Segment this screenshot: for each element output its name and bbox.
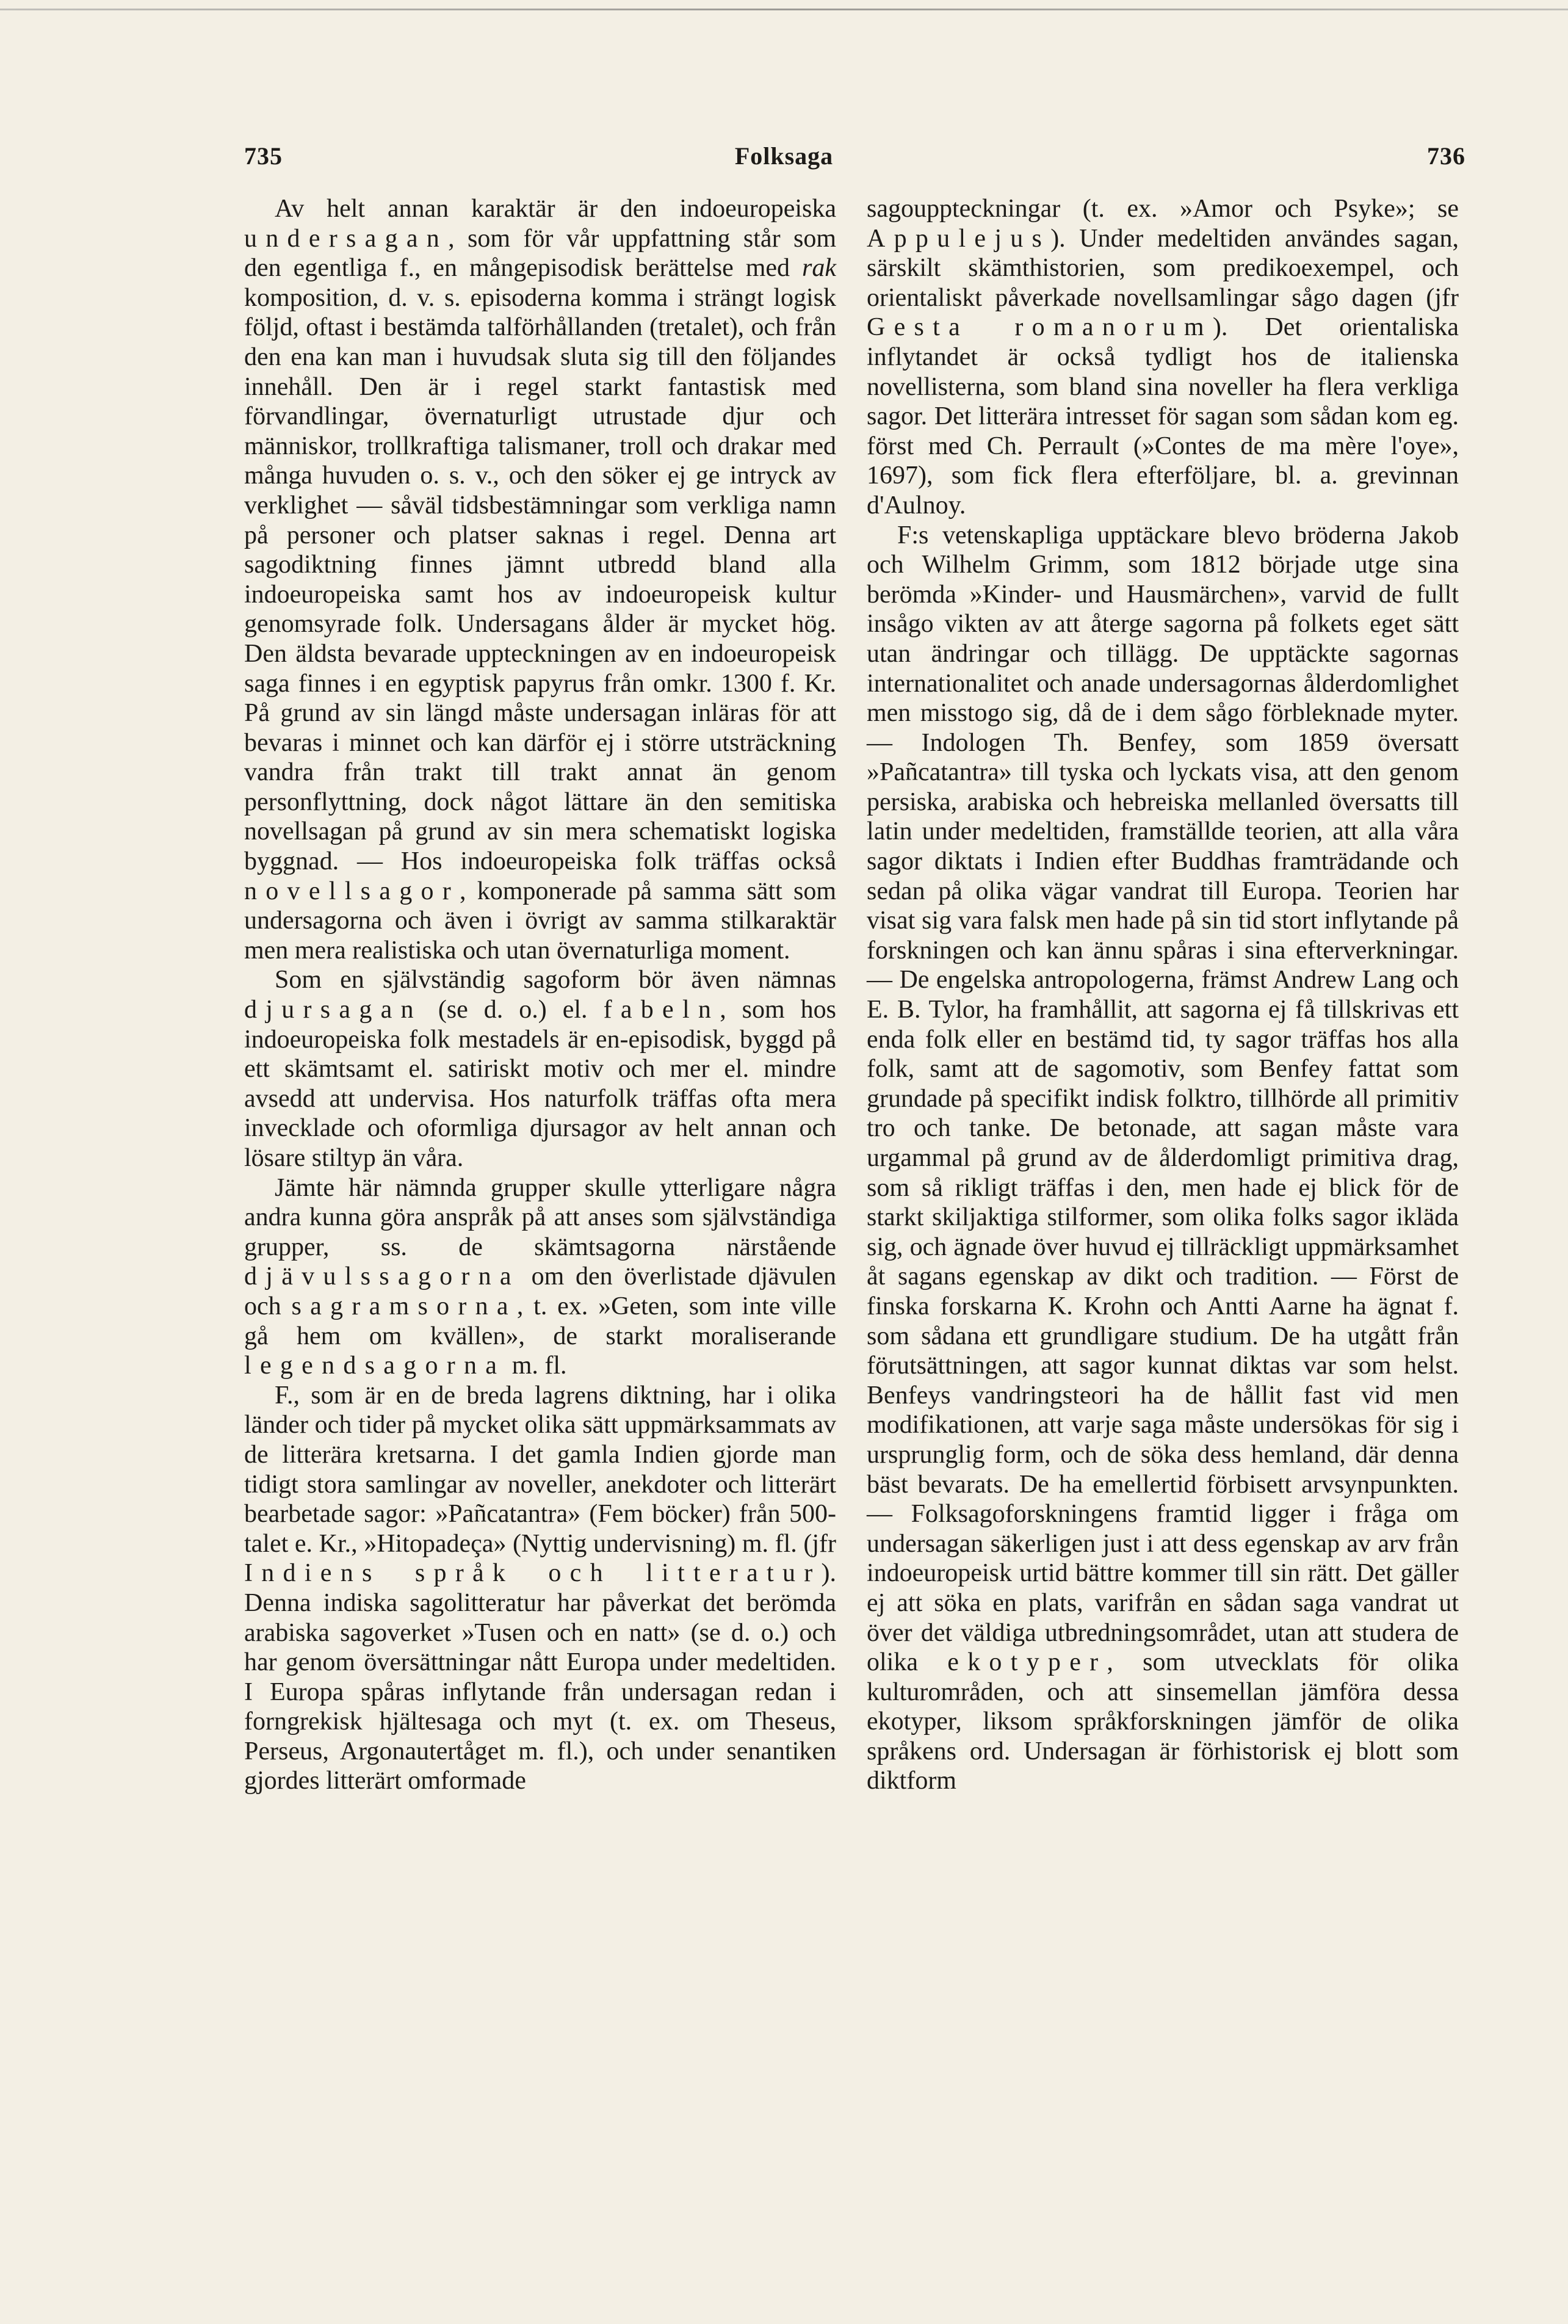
top-rule: [0, 9, 1568, 10]
text-run: (se d. o.) el.: [438, 996, 588, 1024]
text-run: F., som är en de breda lagrens diktning, har i olika länder och tider på mycket olika sätt uppmärksammats av de litterära kretsarna. I det gamla Indien gjorde man tidigt stora samlingar av noveller, anekdoter och litterärt bearbetade sagor: »Pañcatantra» (Fem böcker) från 500-talet e. Kr., »Hitopadeça» (Nyttig undervisning) m. fl. (jfr: [244, 1381, 836, 1558]
text-run: , t. ex. »Geten, som inte ville gå hem om kvällen», de starkt moraliserande: [244, 1292, 836, 1350]
text-run: ). Denna indiska sagolitteratur har påverkat det berömda arabiska sagoverket »Tusen och en natt» (se d. o.) och har genom översättningar nått Europa under medeltiden. I Europa spåras inflytande från undersagan redan i forngrekisk hjältesaga och myt (t. ex. om Theseus, Perseus, Argonautertåget m. fl.), och under senantiken gjordes litterärt omformade: [244, 1559, 836, 1795]
spaced-term: Appulejus: [867, 224, 1051, 253]
paragraph-forskning: [867, 521, 1459, 1797]
spaced-term: ekotyper: [947, 1648, 1107, 1677]
text-run: , som hos indoeuropeiska folk mestadels är en-episodisk, byggd på ett skämtsamt el. satiriskt motiv och mer el. mindre avsedd att undervisa. Hos naturfolk träffas ofta mera invecklade och oformliga djursagor av helt annan och lösare stiltyp än våra.: [244, 996, 837, 1172]
spaced-term: fabeln: [603, 996, 720, 1024]
spaced-term: legendsagorna: [244, 1352, 506, 1380]
spaced-term: djävulssagorna: [244, 1262, 520, 1291]
text-run: sagouppteckningar (t. ex. »Amor och Psyke»; se: [867, 195, 1459, 223]
spaced-term: Indiens språk och litteratur: [244, 1559, 822, 1588]
spaced-term: sagramsorna: [291, 1292, 517, 1320]
paragraph-djursagan: [244, 965, 836, 1173]
spaced-term: undersagan: [244, 224, 449, 253]
text-run: , som för vår uppfattning står som den egentliga f., en mångepisodisk berättelse med: [244, 224, 836, 283]
right-column: [867, 194, 1459, 1796]
left-column: [244, 194, 836, 1796]
paragraph-grupper: [244, 1173, 836, 1381]
text-run: Jämte här nämnda grupper skulle ytterligare några andra kunna göra anspråk på att anses som självständiga grupper, ss. de skämtsagorna närstående: [244, 1173, 836, 1261]
text-run: m. fl.: [511, 1352, 567, 1380]
paragraph-litteratur: [244, 1381, 836, 1796]
text-run: ). Under medeltiden användes sagan, särskilt skämthistorien, som predikoexempel, och orientaliskt påverkade novellsamlingar sågo dagen (jfr: [867, 224, 1459, 312]
text-run: om den överlistade djävulen och: [244, 1262, 836, 1320]
page-number-right: 736: [1427, 142, 1465, 170]
text-run: Som en självständig sagoform bör även nämnas: [275, 966, 836, 994]
spaced-term: djursagan: [244, 996, 422, 1024]
spaced-term: novellsagor: [244, 877, 460, 905]
text-run: Av helt annan karaktär är den indoeuropeiska: [275, 195, 836, 223]
text-run: ). Det orientaliska inflytandet är också tydligt hos de italienska novellisterna, som bland sina noveller ha flera verkliga sagor. Det litterära intresset för sagan som sådan kom eg. först med Ch. Perrault (»Contes de ma mère l'oye», 1697), som fick flera efterföljare, bl. a. grevinnan d'Aulnoy.: [867, 313, 1459, 519]
text-run: , komponerade på samma sätt som undersagorna och även i övrigt av samma stilkaraktär men mera realistiska och utan övernaturliga moment.: [244, 877, 836, 965]
text-run: komposition, d. v. s. episoderna komma i strängt logisk följd, oftast i bestämda talförhållanden (tretalet), och från den ena kan man i huvudsak sluta sig till den följandes innehåll. Den är i regel starkt fantastisk med förvandlingar, övernaturligt utrustade djur och människor, trollkraftiga talismaner, troll och drakar med många huvuden o. s. v., och den söker ej ge intryck av verklighet — såväl tidsbestämningar som verkliga namn på personer och platser saknas i regel. Denna art sagodiktning finnes jämnt utbredd bland alla indoeuropeiska samt hos av indoeuropeisk kultur genomsyrade folk. Undersagans ålder är mycket hög. Den äldsta bevarade uppteckningen av en indoeuropeisk saga finnes i en egyptisk papyrus från omkr. 1300 f. Kr. På grund av sin längd måste undersagan inläras för att bevaras i minnet och kan därför ej i större utsträckning vandra från trakt till trakt annat än genom personflyttning, dock något lättare än den semitiska novellsagan på grund av sin mera schematiskt logiska byggnad. — Hos indoeuropeiska folk träffas också: [244, 283, 836, 876]
paragraph-medeltiden: [867, 194, 1459, 521]
spaced-term: Gesta romanorum: [867, 313, 1213, 342]
text-run: , som utvecklats för olika kulturområden, och att sinsemellan jämföra dessa ekotyper, liksom språkforskningen jämför de olika språkens ord. Undersagan är förhistorisk ej blott som diktform: [867, 1648, 1459, 1795]
text-run: F:s vetenskapliga upptäckare blevo bröderna Jakob och Wilhelm Grimm, som 1812 började utge sina berömda »Kinder- und Hausmärchen», varvid de fullt insågo vikten av att återge sagorna på folkets eget sätt utan ändringar och tillägg. De upptäckte sagornas internationalitet och anade undersagornas ålderdomlighet men misstogo sig, då de i dem sågo förbleknade myter. — Indologen Th. Benfey, som 1859 översatt »Pañcatantra» till tyska och lyckats visa, att den genom persiska, arabiska och hebreiska mellanled översatts till latin under medeltiden, framställde teorien, att alla våra sagor diktats i Indien efter Buddhas framträdande och sedan på olika vägar vandrat till Europa. Teorien har visat sig vara falsk men hade på sin tid stort inflytande på forskningen och kan ännu spåras i sina efterverkningar. — De engelska antropologerna, främst Andrew Lang och E. B. Tylor, ha framhållit, att sagorna ej få tillskrivas ett enda folk eller en bestämd tid, ty sagor träffas hos alla folk, samt att de sagomotiv, som Benfey fattat som grundade på specifikt indisk folktro, tillhörde all primitiv tro och tanke. De betonade, att sagan måste vara urgammal på grund av de ålderdomligt primitiva drag, som så rikligt träffas i den, men hade ej blick för de starkt skiljaktiga stilformer, som olika folks sagor ikläda sig, och ägnade över huvud ej tillräckligt uppmärksamhet åt sagans egenskap av dikt och tradition. — Först de finska forskarna K. Krohn och Antti Aarne ha ägnat f. som sådana ett grundligare studium. De ha utgått från förutsättningen, att sagor kunnat diktas var som helst. Benfeys vandringsteori ha de hållit fast vid men modifikationen, att varje saga måste undersökas för sig i ursprunglig form, och de söka dess hemland, där denna bäst bevarats. De ha emellertid förbisett arvsynpunkten. — Folksagoforskningens framtid ligger i fråga om undersagan säkerligen just i att dess egenskap av arv från indoeuropeisk urtid bättre kommer till sin rätt. Det gäller ej att söka en plats, varifrån en sådan saga vandrat ut över det väldiga utbredningsområdet, utan att studera de olika: [867, 521, 1459, 1677]
italic-term: rak: [802, 254, 837, 283]
page-number-left: 735: [244, 142, 283, 170]
paragraph-undersagan: [244, 194, 836, 965]
running-title: Folksaga: [734, 142, 834, 170]
